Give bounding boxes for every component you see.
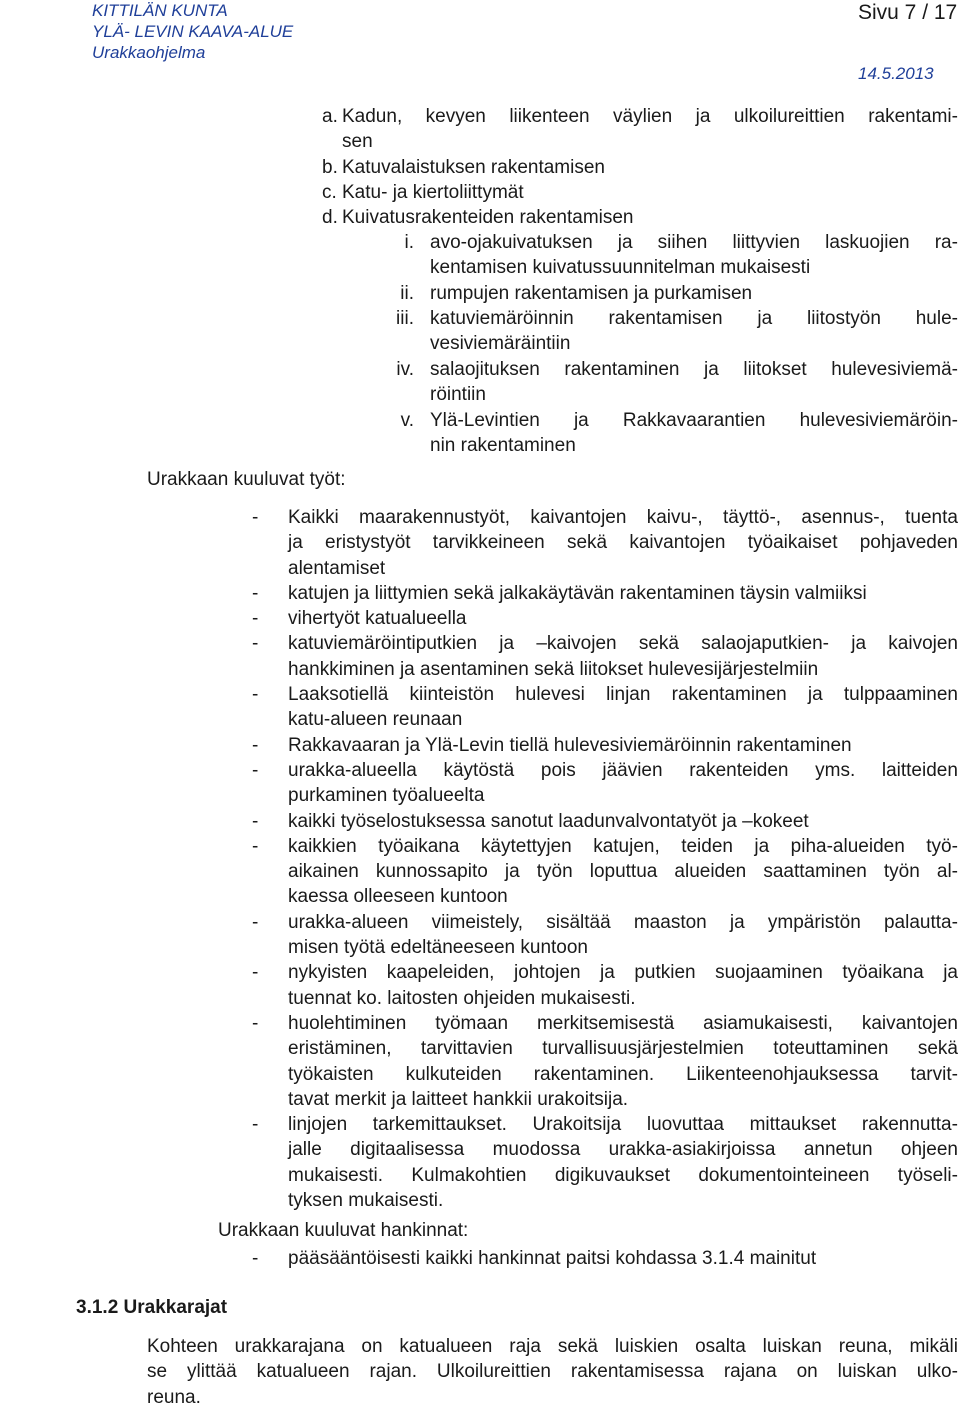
bullet-text bbox=[288, 733, 958, 758]
dash-marker: - bbox=[252, 507, 259, 528]
bullet-text bbox=[288, 606, 958, 631]
dash-marker: - bbox=[252, 911, 259, 933]
dash-marker: - bbox=[252, 810, 259, 832]
bullet-text bbox=[288, 682, 958, 733]
text-line: katu-alueen reunaan bbox=[288, 709, 463, 731]
list-item-text bbox=[430, 357, 958, 408]
section-number: 3.1.2 bbox=[76, 1297, 119, 1318]
text-line: röintiin bbox=[430, 384, 486, 406]
page-number: Sivu 7 / 17 bbox=[858, 1, 958, 24]
procurement-list bbox=[252, 1246, 958, 1271]
text-line: pääsääntöisesti kaikki hankinnat paitsi kohdassa 3.1.4 mainitut bbox=[288, 1248, 817, 1269]
lettered-item bbox=[322, 104, 958, 155]
list-marker: iv. bbox=[396, 359, 414, 380]
roman-item bbox=[384, 306, 958, 357]
bullet-item bbox=[252, 581, 958, 606]
procurement-label: Urakkaan kuuluvat hankinnat: bbox=[218, 1220, 469, 1241]
dash-marker: - bbox=[252, 962, 259, 984]
text-line: Kaikki maarakennustyöt, kaivantojen kaivu-, täyttö-, asennus-, tuenta bbox=[288, 507, 958, 528]
bullet-item bbox=[252, 733, 958, 758]
text-line: katujen ja liittymien sekä jalkakäytävän rakentaminen täysin valmiiksi bbox=[288, 582, 867, 604]
list-marker: b. bbox=[322, 157, 338, 178]
text-line: Kadun, kevyen liikenteen väylien ja ulkoilureittien rakentami- bbox=[342, 106, 958, 127]
text-line: tavat merkit ja laitteet hankkii urakoitsija. bbox=[288, 1088, 629, 1110]
text-line: mukaisesti. Kulmakohtien digikuvaukset dokumentointeineen työseli- bbox=[288, 1164, 958, 1186]
works-list bbox=[252, 505, 958, 1213]
text-line: nin rakentaminen bbox=[430, 435, 576, 457]
roman-item bbox=[384, 408, 958, 459]
header-date: 14.5.2013 bbox=[858, 64, 934, 83]
text-line: huolehtiminen työmaan merkitsemisestä asiamukaisesti, kaivantojen bbox=[288, 1012, 958, 1034]
header-org: KITTILÄN KUNTA bbox=[92, 1, 228, 20]
dash-marker: - bbox=[252, 608, 259, 630]
text-line: avo-ojakuivatuksen ja siihen liittyvien laskuojien ra- bbox=[430, 232, 958, 253]
list-item-text bbox=[430, 408, 958, 459]
text-line: Laaksotiellä kiinteistön hulevesi linjan rakentaminen ja tulppaaminen bbox=[288, 684, 958, 706]
section-body bbox=[147, 1334, 958, 1410]
text-line: katuviemäröintiputkien ja –kaivojen sekä salaojaputkien- ja kaivojen bbox=[288, 633, 958, 655]
text-line: kaessa olleeseen kuntoon bbox=[288, 886, 508, 908]
text-line: sen bbox=[342, 131, 373, 153]
text-line: rumpujen rakentamisen ja purkamisen bbox=[430, 283, 753, 304]
text-line: kaikkien työaikana käytettyjen katujen, teiden ja piha-alueiden työ- bbox=[288, 835, 958, 857]
list-item-text bbox=[342, 155, 958, 180]
bullet-text bbox=[288, 505, 958, 581]
roman-item bbox=[384, 281, 958, 306]
document-header bbox=[92, 0, 293, 63]
text-line: Rakkavaaran ja Ylä-Levin tiellä hulevesiviemäröinnin rakentaminen bbox=[288, 734, 852, 756]
list-item-text bbox=[430, 230, 958, 281]
bullet-item bbox=[252, 960, 958, 1011]
bullet-text bbox=[288, 1246, 958, 1271]
text-line: tuennat ko. laitosten ohjeiden mukaisesti. bbox=[288, 987, 636, 1009]
lettered-item bbox=[322, 155, 958, 180]
dash-marker: - bbox=[252, 835, 259, 857]
text-line: reuna. bbox=[147, 1386, 201, 1408]
text-line: ja eristystyöt tarvikkeineen sekä kaivantojen työaikaiset pohjaveden bbox=[288, 532, 958, 554]
list-item-text bbox=[430, 306, 958, 357]
text-line: tyksen mukaisesti. bbox=[288, 1190, 444, 1212]
section-heading bbox=[76, 1297, 227, 1319]
bullet-item bbox=[252, 910, 958, 961]
bullet-item bbox=[252, 606, 958, 631]
header-project: YLÄ- LEVIN KAAVA-ALUE bbox=[92, 22, 294, 41]
text-line: purkaminen työalueelta bbox=[288, 785, 485, 807]
text-line: Katuvalaistuksen rakentamisen bbox=[342, 157, 605, 178]
list-marker: iii. bbox=[396, 308, 414, 329]
bullet-text bbox=[288, 581, 958, 606]
list-item-text bbox=[342, 104, 958, 155]
text-line: se ylittää katualueen rajan. Ulkoilureittien rakentamisessa rajana on luiskan ulko- bbox=[147, 1361, 958, 1383]
bullet-text bbox=[288, 1112, 958, 1213]
text-line: kentamisen kuivatussuunnitelman mukaisesti bbox=[430, 257, 811, 279]
bullet-text bbox=[288, 809, 958, 834]
roman-item bbox=[384, 230, 958, 281]
text-line: linjojen tarkemittaukset. Urakoitsija luovuttaa mittaukset rakennutta- bbox=[288, 1114, 958, 1136]
list-marker: c. bbox=[322, 182, 337, 203]
bullet-item bbox=[252, 1011, 958, 1112]
dash-marker: - bbox=[252, 1114, 259, 1136]
bullet-text bbox=[288, 631, 958, 682]
text-line: salaojituksen rakentaminen ja liitokset hulevesiviemä- bbox=[430, 359, 958, 380]
bullet-item bbox=[252, 631, 958, 682]
text-line: Ylä-Levintien ja Rakkavaarantien hulevesiviemäröin- bbox=[430, 410, 958, 431]
text-line: hankkiminen ja asentaminen sekä liitokset hulevesijärjestelmiin bbox=[288, 658, 819, 680]
dash-marker: - bbox=[252, 759, 259, 781]
dash-marker: - bbox=[252, 734, 259, 756]
text-line: Kuivatusrakenteiden rakentamisen bbox=[342, 207, 634, 228]
lettered-item bbox=[322, 205, 958, 230]
works-label: Urakkaan kuuluvat työt: bbox=[147, 469, 346, 490]
list-marker: a. bbox=[322, 106, 338, 127]
text-line: urakka-alueella käytöstä pois jäävien rakenteiden yms. laitteiden bbox=[288, 759, 958, 781]
bullet-item bbox=[252, 505, 958, 581]
bullet-item bbox=[252, 834, 958, 910]
bullet-item bbox=[252, 682, 958, 733]
dash-marker: - bbox=[252, 684, 259, 706]
text-line: Kohteen urakkarajana on katualueen raja sekä luiskien osalta luiskan reuna, mikäli bbox=[147, 1336, 958, 1357]
bullet-item bbox=[252, 1112, 958, 1213]
text-line: eristäminen, tarvittavien turvallisuusjärjestelmien toteuttaminen sekä bbox=[288, 1038, 958, 1060]
header-doc-type: Urakkaohjelma bbox=[92, 43, 206, 62]
text-line: urakka-alueen viimeistely, sisältää maaston ja ympäristön palautta- bbox=[288, 911, 958, 933]
list-item-text bbox=[342, 205, 958, 230]
text-line: jalle digitaalisessa muodossa urakka-asiakirjoissa annetun ohjeen bbox=[288, 1139, 958, 1161]
dash-marker: - bbox=[252, 1248, 259, 1269]
text-line: aikainen kunnossapito ja työn loputtua alueiden saattaminen työn al- bbox=[288, 861, 958, 883]
bullet-text bbox=[288, 960, 958, 1011]
roman-item bbox=[384, 357, 958, 408]
text-line: Katu- ja kiertoliittymät bbox=[342, 182, 524, 203]
bullet-text bbox=[288, 910, 958, 961]
bullet-item bbox=[252, 758, 958, 809]
dash-marker: - bbox=[252, 633, 259, 655]
list-marker: d. bbox=[322, 207, 338, 228]
bullet-text bbox=[288, 758, 958, 809]
text-line: vesiviemäräintiin bbox=[430, 333, 571, 355]
list-marker: ii. bbox=[400, 283, 414, 304]
bullet-text bbox=[288, 834, 958, 910]
text-line: misen työtä edeltäneeseen kuntoon bbox=[288, 937, 588, 959]
list-item-text bbox=[430, 281, 958, 306]
lettered-item bbox=[322, 180, 958, 205]
bullet-item bbox=[252, 1246, 958, 1271]
list-marker: i. bbox=[404, 232, 414, 253]
section-title: Urakkarajat bbox=[123, 1297, 228, 1318]
dash-marker: - bbox=[252, 582, 259, 604]
bullet-text bbox=[288, 1011, 958, 1112]
text-line: työkaisten kulkuteiden rakentaminen. Liikenteenohjauksessa tarvit- bbox=[288, 1063, 958, 1085]
text-line: katuviemäröinnin rakentamisen ja liitostyön hule- bbox=[430, 308, 958, 329]
text-line: alentamiset bbox=[288, 557, 386, 579]
dash-marker: - bbox=[252, 1012, 259, 1034]
text-line: kaikki työselostuksessa sanotut laadunvalvontatyöt ja –kokeet bbox=[288, 810, 809, 832]
text-line: nykyisten kaapeleiden, johtojen ja putkien suojaaminen työaikana ja bbox=[288, 962, 958, 984]
list-item-text bbox=[342, 180, 958, 205]
text-line: vihertyöt katualueella bbox=[288, 608, 467, 630]
list-marker: v. bbox=[400, 410, 414, 431]
bullet-item bbox=[252, 809, 958, 834]
